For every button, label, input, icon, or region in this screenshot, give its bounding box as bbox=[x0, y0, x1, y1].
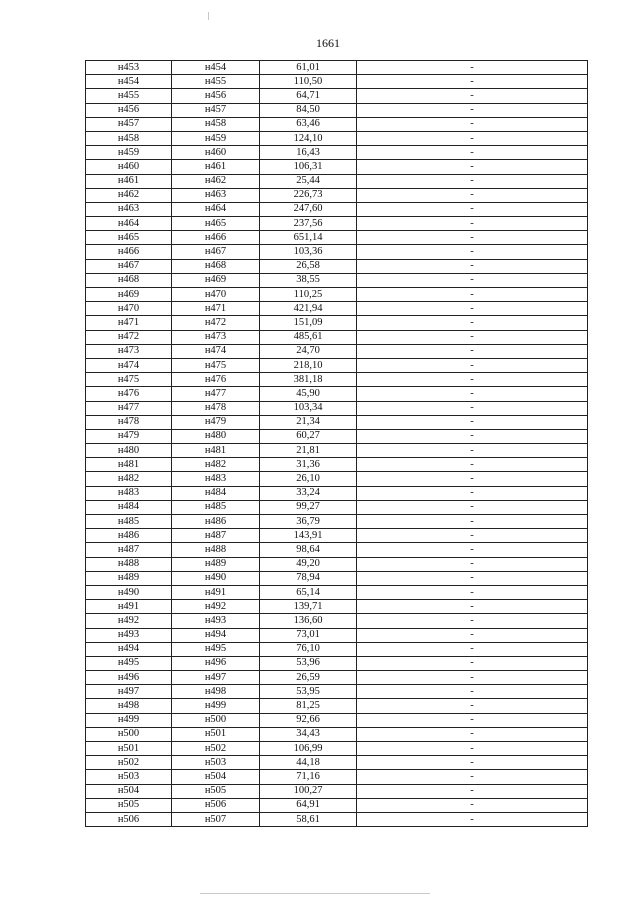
distance-cell: 92,66 bbox=[260, 713, 357, 727]
table-row bbox=[86, 642, 588, 656]
distance-cell: 73,01 bbox=[260, 628, 357, 642]
distance-cell: 31,36 bbox=[260, 458, 357, 472]
table-row bbox=[86, 756, 588, 770]
note-cell: - bbox=[357, 515, 588, 529]
start-point-cell: н462 bbox=[86, 188, 172, 202]
note-cell: - bbox=[357, 784, 588, 798]
distance-cell: 151,09 bbox=[260, 316, 357, 330]
end-point-cell: н502 bbox=[172, 742, 260, 756]
note-cell: - bbox=[357, 131, 588, 145]
note-cell: - bbox=[357, 330, 588, 344]
table-row bbox=[86, 486, 588, 500]
end-point-cell: н469 bbox=[172, 273, 260, 287]
note-cell: - bbox=[357, 812, 588, 826]
end-point-cell: н468 bbox=[172, 259, 260, 273]
table-row bbox=[86, 288, 588, 302]
note-cell: - bbox=[357, 316, 588, 330]
distance-cell: 36,79 bbox=[260, 515, 357, 529]
distance-cell: 53,96 bbox=[260, 656, 357, 670]
note-cell: - bbox=[357, 202, 588, 216]
table-row bbox=[86, 529, 588, 543]
table-row bbox=[86, 387, 588, 401]
note-cell: - bbox=[357, 273, 588, 287]
distance-cell: 71,16 bbox=[260, 770, 357, 784]
table-row bbox=[86, 784, 588, 798]
start-point-cell: н455 bbox=[86, 89, 172, 103]
end-point-cell: н479 bbox=[172, 415, 260, 429]
table-row bbox=[86, 259, 588, 273]
start-point-cell: н493 bbox=[86, 628, 172, 642]
note-cell: - bbox=[357, 557, 588, 571]
end-point-cell: н473 bbox=[172, 330, 260, 344]
table-row bbox=[86, 515, 588, 529]
end-point-cell: н501 bbox=[172, 727, 260, 741]
distance-cell: 110,25 bbox=[260, 288, 357, 302]
end-point-cell: н456 bbox=[172, 89, 260, 103]
distance-cell: 21,81 bbox=[260, 444, 357, 458]
start-point-cell: н478 bbox=[86, 415, 172, 429]
table-row bbox=[86, 543, 588, 557]
start-point-cell: н485 bbox=[86, 515, 172, 529]
distance-cell: 226,73 bbox=[260, 188, 357, 202]
end-point-cell: н499 bbox=[172, 699, 260, 713]
end-point-cell: н461 bbox=[172, 160, 260, 174]
table-row bbox=[86, 89, 588, 103]
distance-cell: 61,01 bbox=[260, 61, 357, 75]
end-point-cell: н498 bbox=[172, 685, 260, 699]
table-row bbox=[86, 61, 588, 75]
note-cell: - bbox=[357, 302, 588, 316]
end-point-cell: н504 bbox=[172, 770, 260, 784]
distance-cell: 103,36 bbox=[260, 245, 357, 259]
table-row bbox=[86, 798, 588, 812]
note-cell: - bbox=[357, 727, 588, 741]
start-point-cell: н454 bbox=[86, 75, 172, 89]
note-cell: - bbox=[357, 472, 588, 486]
end-point-cell: н457 bbox=[172, 103, 260, 117]
end-point-cell: н483 bbox=[172, 472, 260, 486]
end-point-cell: н503 bbox=[172, 756, 260, 770]
start-point-cell: н466 bbox=[86, 245, 172, 259]
start-point-cell: н491 bbox=[86, 600, 172, 614]
note-cell: - bbox=[357, 770, 588, 784]
table-row bbox=[86, 217, 588, 231]
table-row bbox=[86, 131, 588, 145]
start-point-cell: н506 bbox=[86, 812, 172, 826]
table-row bbox=[86, 117, 588, 131]
note-cell: - bbox=[357, 429, 588, 443]
end-point-cell: н496 bbox=[172, 656, 260, 670]
table-row bbox=[86, 429, 588, 443]
table-row bbox=[86, 458, 588, 472]
note-cell: - bbox=[357, 742, 588, 756]
start-point-cell: н469 bbox=[86, 288, 172, 302]
distance-cell: 124,10 bbox=[260, 131, 357, 145]
start-point-cell: н473 bbox=[86, 344, 172, 358]
distance-cell: 78,94 bbox=[260, 571, 357, 585]
distance-cell: 98,64 bbox=[260, 543, 357, 557]
note-cell: - bbox=[357, 458, 588, 472]
end-point-cell: н463 bbox=[172, 188, 260, 202]
note-cell: - bbox=[357, 344, 588, 358]
note-cell: - bbox=[357, 188, 588, 202]
note-cell: - bbox=[357, 642, 588, 656]
table-row bbox=[86, 557, 588, 571]
table-row bbox=[86, 614, 588, 628]
distance-cell: 421,94 bbox=[260, 302, 357, 316]
end-point-cell: н476 bbox=[172, 373, 260, 387]
distance-cell: 58,61 bbox=[260, 812, 357, 826]
scan-artifact bbox=[200, 893, 430, 894]
note-cell: - bbox=[357, 685, 588, 699]
note-cell: - bbox=[357, 585, 588, 599]
start-point-cell: н498 bbox=[86, 699, 172, 713]
distance-cell: 24,70 bbox=[260, 344, 357, 358]
table-row bbox=[86, 628, 588, 642]
note-cell: - bbox=[357, 600, 588, 614]
start-point-cell: н502 bbox=[86, 756, 172, 770]
distance-cell: 81,25 bbox=[260, 699, 357, 713]
table-row bbox=[86, 571, 588, 585]
table-row bbox=[86, 245, 588, 259]
distance-cell: 100,27 bbox=[260, 784, 357, 798]
table-row bbox=[86, 699, 588, 713]
note-cell: - bbox=[357, 656, 588, 670]
start-point-cell: н495 bbox=[86, 656, 172, 670]
note-cell: - bbox=[357, 571, 588, 585]
distance-cell: 136,60 bbox=[260, 614, 357, 628]
start-point-cell: н483 bbox=[86, 486, 172, 500]
coordinates-table bbox=[85, 60, 588, 827]
start-point-cell: н492 bbox=[86, 614, 172, 628]
distance-cell: 21,34 bbox=[260, 415, 357, 429]
start-point-cell: н467 bbox=[86, 259, 172, 273]
start-point-cell: н479 bbox=[86, 429, 172, 443]
end-point-cell: н475 bbox=[172, 358, 260, 372]
end-point-cell: н460 bbox=[172, 146, 260, 160]
distance-cell: 84,50 bbox=[260, 103, 357, 117]
start-point-cell: н487 bbox=[86, 543, 172, 557]
table-row bbox=[86, 174, 588, 188]
start-point-cell: н482 bbox=[86, 472, 172, 486]
table-row bbox=[86, 302, 588, 316]
distance-cell: 218,10 bbox=[260, 358, 357, 372]
end-point-cell: н459 bbox=[172, 131, 260, 145]
note-cell: - bbox=[357, 756, 588, 770]
distance-cell: 33,24 bbox=[260, 486, 357, 500]
distance-cell: 34,43 bbox=[260, 727, 357, 741]
start-point-cell: н468 bbox=[86, 273, 172, 287]
end-point-cell: н454 bbox=[172, 61, 260, 75]
start-point-cell: н471 bbox=[86, 316, 172, 330]
note-cell: - bbox=[357, 628, 588, 642]
note-cell: - bbox=[357, 61, 588, 75]
distance-cell: 65,14 bbox=[260, 585, 357, 599]
table-row bbox=[86, 812, 588, 826]
distance-cell: 64,71 bbox=[260, 89, 357, 103]
distance-cell: 139,71 bbox=[260, 600, 357, 614]
table-row bbox=[86, 188, 588, 202]
end-point-cell: н494 bbox=[172, 628, 260, 642]
table-row bbox=[86, 358, 588, 372]
note-cell: - bbox=[357, 614, 588, 628]
end-point-cell: н486 bbox=[172, 515, 260, 529]
distance-cell: 237,56 bbox=[260, 217, 357, 231]
table-row bbox=[86, 160, 588, 174]
distance-cell: 485,61 bbox=[260, 330, 357, 344]
end-point-cell: н488 bbox=[172, 543, 260, 557]
end-point-cell: н470 bbox=[172, 288, 260, 302]
start-point-cell: н489 bbox=[86, 571, 172, 585]
note-cell: - bbox=[357, 160, 588, 174]
table-row bbox=[86, 401, 588, 415]
start-point-cell: н505 bbox=[86, 798, 172, 812]
end-point-cell: н500 bbox=[172, 713, 260, 727]
table-row bbox=[86, 373, 588, 387]
table-row bbox=[86, 671, 588, 685]
end-point-cell: н477 bbox=[172, 387, 260, 401]
distance-cell: 651,14 bbox=[260, 231, 357, 245]
distance-cell: 53,95 bbox=[260, 685, 357, 699]
note-cell: - bbox=[357, 529, 588, 543]
start-point-cell: н500 bbox=[86, 727, 172, 741]
end-point-cell: н465 bbox=[172, 217, 260, 231]
distance-cell: 64,91 bbox=[260, 798, 357, 812]
table-row bbox=[86, 415, 588, 429]
table-row bbox=[86, 330, 588, 344]
distance-cell: 38,55 bbox=[260, 273, 357, 287]
start-point-cell: н488 bbox=[86, 557, 172, 571]
end-point-cell: н467 bbox=[172, 245, 260, 259]
end-point-cell: н481 bbox=[172, 444, 260, 458]
note-cell: - bbox=[357, 245, 588, 259]
start-point-cell: н472 bbox=[86, 330, 172, 344]
distance-cell: 381,18 bbox=[260, 373, 357, 387]
distance-cell: 26,59 bbox=[260, 671, 357, 685]
note-cell: - bbox=[357, 671, 588, 685]
distance-cell: 247,60 bbox=[260, 202, 357, 216]
note-cell: - bbox=[357, 401, 588, 415]
table-row bbox=[86, 444, 588, 458]
start-point-cell: н496 bbox=[86, 671, 172, 685]
end-point-cell: н507 bbox=[172, 812, 260, 826]
table-row bbox=[86, 316, 588, 330]
table-row bbox=[86, 656, 588, 670]
start-point-cell: н486 bbox=[86, 529, 172, 543]
table-row bbox=[86, 472, 588, 486]
distance-cell: 143,91 bbox=[260, 529, 357, 543]
end-point-cell: н492 bbox=[172, 600, 260, 614]
table-row bbox=[86, 146, 588, 160]
table-row bbox=[86, 685, 588, 699]
start-point-cell: н460 bbox=[86, 160, 172, 174]
start-point-cell: н480 bbox=[86, 444, 172, 458]
start-point-cell: н484 bbox=[86, 500, 172, 514]
start-point-cell: н457 bbox=[86, 117, 172, 131]
end-point-cell: н474 bbox=[172, 344, 260, 358]
start-point-cell: н476 bbox=[86, 387, 172, 401]
start-point-cell: н453 bbox=[86, 61, 172, 75]
note-cell: - bbox=[357, 288, 588, 302]
end-point-cell: н485 bbox=[172, 500, 260, 514]
page-number: 1661 bbox=[316, 36, 340, 50]
start-point-cell: н475 bbox=[86, 373, 172, 387]
table-row bbox=[86, 75, 588, 89]
distance-cell: 106,31 bbox=[260, 160, 357, 174]
start-point-cell: н501 bbox=[86, 742, 172, 756]
end-point-cell: н490 bbox=[172, 571, 260, 585]
distance-cell: 25,44 bbox=[260, 174, 357, 188]
end-point-cell: н471 bbox=[172, 302, 260, 316]
table-body bbox=[86, 61, 588, 827]
end-point-cell: н478 bbox=[172, 401, 260, 415]
distance-cell: 106,99 bbox=[260, 742, 357, 756]
start-point-cell: н497 bbox=[86, 685, 172, 699]
end-point-cell: н464 bbox=[172, 202, 260, 216]
start-point-cell: н456 bbox=[86, 103, 172, 117]
note-cell: - bbox=[357, 174, 588, 188]
table-row bbox=[86, 713, 588, 727]
end-point-cell: н472 bbox=[172, 316, 260, 330]
table-row bbox=[86, 500, 588, 514]
note-cell: - bbox=[357, 217, 588, 231]
start-point-cell: н470 bbox=[86, 302, 172, 316]
distance-cell: 49,20 bbox=[260, 557, 357, 571]
end-point-cell: н455 bbox=[172, 75, 260, 89]
distance-cell: 16,43 bbox=[260, 146, 357, 160]
note-cell: - bbox=[357, 117, 588, 131]
note-cell: - bbox=[357, 699, 588, 713]
note-cell: - bbox=[357, 543, 588, 557]
end-point-cell: н495 bbox=[172, 642, 260, 656]
start-point-cell: н499 bbox=[86, 713, 172, 727]
note-cell: - bbox=[357, 231, 588, 245]
note-cell: - bbox=[357, 444, 588, 458]
end-point-cell: н482 bbox=[172, 458, 260, 472]
start-point-cell: н494 bbox=[86, 642, 172, 656]
note-cell: - bbox=[357, 713, 588, 727]
start-point-cell: н503 bbox=[86, 770, 172, 784]
end-point-cell: н505 bbox=[172, 784, 260, 798]
note-cell: - bbox=[357, 259, 588, 273]
note-cell: - bbox=[357, 75, 588, 89]
end-point-cell: н466 bbox=[172, 231, 260, 245]
start-point-cell: н481 bbox=[86, 458, 172, 472]
table-row bbox=[86, 585, 588, 599]
table-row bbox=[86, 344, 588, 358]
end-point-cell: н491 bbox=[172, 585, 260, 599]
distance-cell: 99,27 bbox=[260, 500, 357, 514]
table-row bbox=[86, 742, 588, 756]
scan-artifact bbox=[208, 12, 209, 20]
end-point-cell: н487 bbox=[172, 529, 260, 543]
distance-cell: 110,50 bbox=[260, 75, 357, 89]
start-point-cell: н459 bbox=[86, 146, 172, 160]
distance-cell: 63,46 bbox=[260, 117, 357, 131]
table-row bbox=[86, 600, 588, 614]
distance-cell: 26,58 bbox=[260, 259, 357, 273]
end-point-cell: н506 bbox=[172, 798, 260, 812]
end-point-cell: н484 bbox=[172, 486, 260, 500]
note-cell: - bbox=[357, 146, 588, 160]
note-cell: - bbox=[357, 415, 588, 429]
start-point-cell: н477 bbox=[86, 401, 172, 415]
distance-cell: 45,90 bbox=[260, 387, 357, 401]
table-row bbox=[86, 273, 588, 287]
start-point-cell: н474 bbox=[86, 358, 172, 372]
note-cell: - bbox=[357, 373, 588, 387]
end-point-cell: н462 bbox=[172, 174, 260, 188]
start-point-cell: н464 bbox=[86, 217, 172, 231]
note-cell: - bbox=[357, 486, 588, 500]
note-cell: - bbox=[357, 387, 588, 401]
start-point-cell: н490 bbox=[86, 585, 172, 599]
note-cell: - bbox=[357, 103, 588, 117]
end-point-cell: н480 bbox=[172, 429, 260, 443]
distance-cell: 103,34 bbox=[260, 401, 357, 415]
distance-cell: 76,10 bbox=[260, 642, 357, 656]
start-point-cell: н463 bbox=[86, 202, 172, 216]
note-cell: - bbox=[357, 500, 588, 514]
end-point-cell: н489 bbox=[172, 557, 260, 571]
distance-cell: 26,10 bbox=[260, 472, 357, 486]
start-point-cell: н461 bbox=[86, 174, 172, 188]
table-row bbox=[86, 103, 588, 117]
table-row bbox=[86, 770, 588, 784]
table-row bbox=[86, 231, 588, 245]
note-cell: - bbox=[357, 798, 588, 812]
end-point-cell: н493 bbox=[172, 614, 260, 628]
note-cell: - bbox=[357, 89, 588, 103]
note-cell: - bbox=[357, 358, 588, 372]
distance-cell: 60,27 bbox=[260, 429, 357, 443]
end-point-cell: н497 bbox=[172, 671, 260, 685]
start-point-cell: н504 bbox=[86, 784, 172, 798]
end-point-cell: н458 bbox=[172, 117, 260, 131]
table-row bbox=[86, 727, 588, 741]
start-point-cell: н458 bbox=[86, 131, 172, 145]
start-point-cell: н465 bbox=[86, 231, 172, 245]
distance-cell: 44,18 bbox=[260, 756, 357, 770]
table-row bbox=[86, 202, 588, 216]
